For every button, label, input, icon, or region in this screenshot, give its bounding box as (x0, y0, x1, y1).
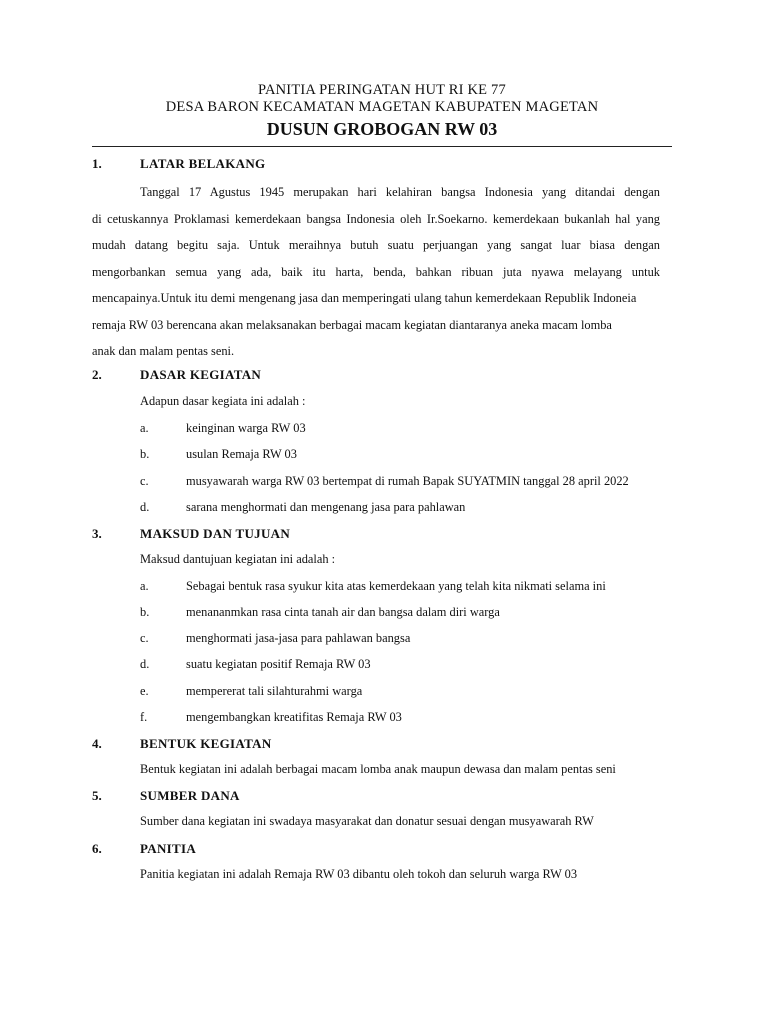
list-item: suatu kegiatan positif Remaja RW 03 (186, 657, 371, 671)
list-item: usulan Remaja RW 03 (186, 447, 297, 461)
section-number: 4. (92, 736, 102, 751)
list-item-letter: d. (140, 500, 150, 514)
paragraph-line: remaja RW 03 berencana akan melaksanakan berbagai macam kegiatan diantaranya aneka macam lomba (92, 317, 612, 332)
section-2-intro: Adapun dasar kegiata ini adalah : (140, 394, 306, 408)
section-4-text: Bentuk kegiatan ini adalah berbagai macam lomba anak maupun dewasa dan malam pentas seni (140, 762, 616, 776)
list-item: Sebagai bentuk rasa syukur kita atas kemerdekaan yang telah kita nikmati selama ini (186, 579, 606, 593)
list-item: keinginan warga RW 03 (186, 421, 306, 435)
list-item: mempererat tali silahturahmi warga (186, 684, 363, 698)
section-title: LATAR BELAKANG (140, 156, 266, 171)
section-number: 3. (92, 526, 102, 541)
list-item: menghormati jasa-jasa para pahlawan bangsa (186, 631, 411, 645)
list-item-letter: c. (140, 631, 149, 645)
list-item-letter: f. (140, 710, 148, 724)
paragraph-line: di cetuskannya Proklamasi kemerdekaan bangsa Indonesia oleh Ir.Soekarno. kemerdekaan bukanlah hal yang (92, 211, 660, 226)
list-item-letter: c. (140, 474, 149, 488)
paragraph-line: mengorbankan semua yang ada, baik itu harta, benda, bahkan ribuan juta nyawa melayang untuk (92, 264, 660, 279)
list-item-letter: a. (140, 421, 149, 435)
list-item: mengembangkan kreatifitas Remaja RW 03 (186, 710, 402, 724)
list-item: musyawarah warga RW 03 bertempat di rumah Bapak SUYATMIN tanggal 28 april 2022 (186, 474, 629, 488)
section-title: BENTUK KEGIATAN (140, 736, 272, 751)
list-item-letter: a. (140, 579, 149, 593)
section-title: PANITIA (140, 841, 197, 856)
list-item-letter: d. (140, 657, 150, 671)
paragraph-line: mencapainya.Untuk itu demi mengenang jasa dan memperingati ulang tahun kemerdekaan Republik Indoneia (92, 291, 637, 305)
section-number: 5. (92, 788, 102, 803)
section-1-paragraph (92, 179, 660, 365)
section-6-text: Panitia kegiatan ini adalah Remaja RW 03 dibantu oleh tokoh dan seluruh warga RW 03 (140, 867, 578, 881)
section-3-intro: Maksud dantujuan kegiatan ini adalah : (140, 552, 336, 566)
section-title: MAKSUD DAN TUJUAN (140, 526, 291, 541)
paragraph-line: mudah datang begitu saja. Untuk meraihnya butuh suatu perjuangan yang sangat luar biasa dengan (92, 238, 660, 252)
list-item: menananmkan rasa cinta tanah air dan bangsa dalam diri warga (186, 605, 500, 619)
paragraph-line: anak dan malam pentas seni. (92, 344, 235, 358)
header-location: DESA BARON KECAMATAN MAGETAN KABUPATEN MAGETAN (165, 99, 599, 115)
header-committee-title: PANITIA PERINGATAN HUT RI KE 77 (258, 82, 506, 98)
list-item: sarana menghormati dan mengenang jasa para pahlawan (186, 500, 466, 514)
section-title: SUMBER DANA (140, 788, 240, 803)
section-number: 1. (92, 156, 102, 171)
header-divider (92, 146, 672, 147)
section-number: 6. (92, 841, 102, 856)
list-item-letter: b. (140, 447, 150, 461)
section-number: 2. (92, 367, 102, 382)
document-header (92, 82, 672, 140)
paragraph-line: Tanggal 17 Agustus 1945 merupakan hari kelahiran bangsa Indonesia yang ditandai dengan (140, 185, 660, 199)
header-hamlet-title: DUSUN GROBOGAN RW 03 (266, 119, 498, 139)
list-item-letter: e. (140, 684, 149, 698)
section-title: DASAR KEGIATAN (140, 367, 262, 382)
section-5-text: Sumber dana kegiatan ini swadaya masyarakat dan donatur sesuai dengan musyawarah RW (140, 814, 594, 828)
list-item-letter: b. (140, 605, 150, 619)
